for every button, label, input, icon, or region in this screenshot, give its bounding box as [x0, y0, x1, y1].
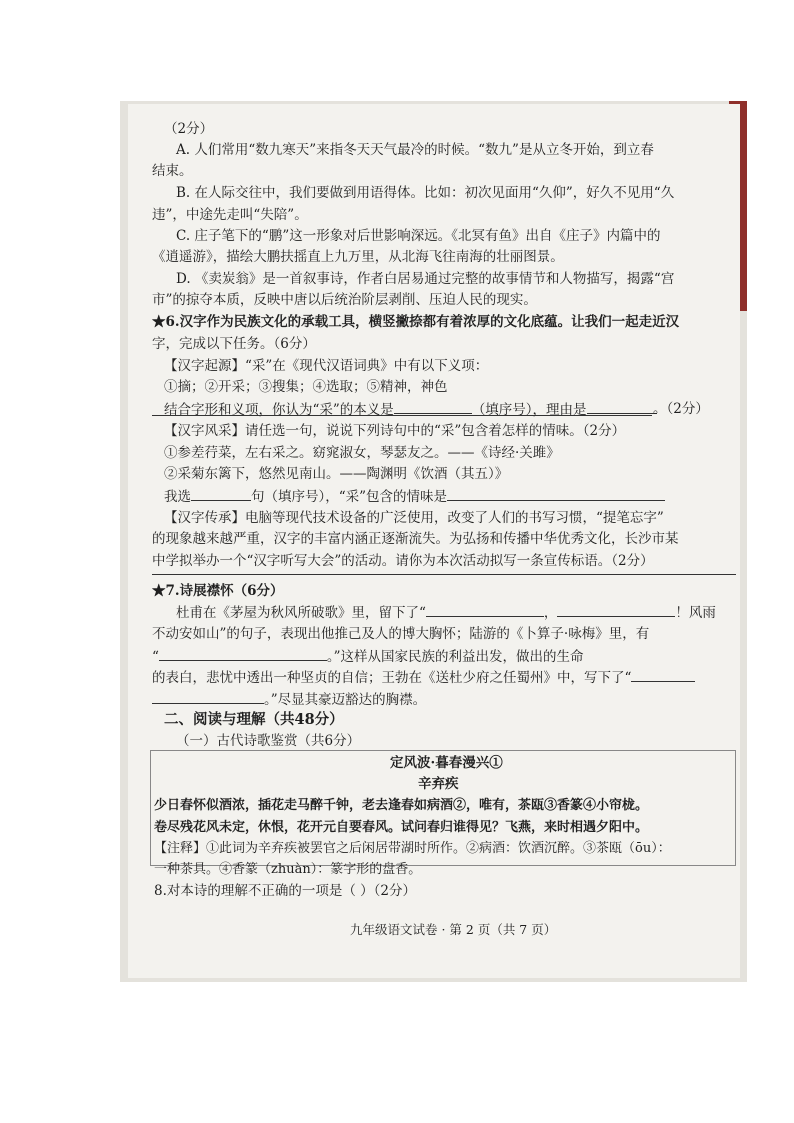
- answer-blank-wangbo-1[interactable]: [631, 666, 695, 682]
- q7-line1-text: 杜甫在《茅屋为秋风所破歌》里，留下了“: [176, 605, 426, 621]
- option-c-line2: 《逍遥游》，描绘大鹏扶摇直上九万里，从北海飞往南海的壮丽图景。: [152, 249, 564, 265]
- q7-line5: [152, 688, 426, 711]
- section-2-heading: 二、阅读与理解（共48分）: [164, 711, 344, 728]
- q7-line1: [176, 601, 716, 624]
- question-6-line2: 字，完成以下任务。（6分）: [152, 336, 316, 352]
- question-8: 8.对本诗的理解不正确的一项是（ ）（2分）: [154, 883, 417, 899]
- poem-line-2: 卷尽残花风未定，休恨，花开元自要春风。试问春归谁得见？飞燕，来时相遇夕阳中。: [154, 820, 649, 835]
- poem-line-1: 少日春怀似酒浓，插花走马醉千钟，老去逢春如病酒②，唯有，茶瓯③香篆④小帘栊。: [154, 798, 649, 813]
- original-meaning-row: [164, 398, 657, 421]
- option-a-line1: A. 人们常用“数九寒天”来指冬天天气最冷的时候。“数九”是从立冬开始，到立春: [176, 142, 654, 158]
- q7-line3-text: 。”这样从国家民族的利益出发，做出的生命: [326, 649, 584, 665]
- feeling-prompt: 句（填序号），“采”包含的情味是: [251, 489, 448, 505]
- answer-blank-feeling[interactable]: [447, 485, 665, 501]
- poem-notes-line2: 一种茶具。④香篆（zhuàn）：篆字形的盘香。: [154, 862, 422, 877]
- poem-title: 定风波·暮春漫兴①: [390, 755, 503, 771]
- section-2-1-heading: （一）古代诗歌鉴赏（共6分）: [176, 733, 361, 749]
- option-c-line1: C. 庄子笔下的“鹏”这一形象对后世影响深远。《北冥有鱼》出自《庄子》内篇中的: [176, 228, 661, 244]
- choose-row: [164, 485, 665, 508]
- answer-line-slogan[interactable]: [152, 574, 736, 575]
- q7-open-quote: “: [152, 649, 159, 665]
- answer-line-reason[interactable]: [152, 415, 652, 416]
- option-a-line2: 结束。: [152, 163, 193, 179]
- page-footer: 九年级语文试卷 · 第 2 页（共 7 页）: [350, 922, 557, 937]
- poem-option-2: ②采菊东篱下，悠然见南山。——陶渊明《饮酒（其五）》: [164, 466, 509, 482]
- answer-blank-reason[interactable]: [587, 398, 657, 414]
- original-meaning-prompt: 结合字形和义项，你认为“采”的本义是: [164, 402, 394, 418]
- hanzi-heritage-line3: 中学拟举办一个“汉字听写大会”的活动。请你为本次活动拟写一条宣传标语。（2分）: [152, 553, 654, 569]
- hanzi-heritage-line1: 【汉字传承】电脑等现代技术设备的广泛使用，改变了人们的书写习惯，“提笔忘字”: [164, 510, 664, 526]
- option-d-line2: 市”的掠夺本质，反映中唐以后统治阶层剥削、压迫人民的现实。: [152, 292, 537, 308]
- q7-line4: [152, 666, 695, 689]
- reason-points: 。（2分）: [653, 401, 709, 417]
- answer-blank-choice[interactable]: [191, 485, 251, 501]
- q7-line4-text: 的表白，悲忧中透出一种坚贞的自信；王勃在《送杜少府之任蜀州》中，写下了“: [152, 670, 632, 686]
- answer-blank-wangbo-2[interactable]: [152, 688, 264, 704]
- poem-option-1: ①参差荇菜，左右采之。窈窕淑女，琴瑟友之。——《诗经·关雎》: [164, 445, 560, 461]
- q7-line2: 不动安如山”的句子，表现出他推己及人的博大胸怀；陆游的《卜算子·咏梅》里，有: [152, 626, 650, 642]
- choose-prompt: 我选: [164, 489, 191, 505]
- points-label: （2分）: [164, 121, 214, 137]
- hanzi-style-prompt: 【汉字风采】请任选一句，说说下列诗句中的“采”包含着怎样的情味。（2分）: [164, 423, 626, 439]
- q7-line5-text: 。”尽显其豪迈豁达的胸襟。: [264, 692, 427, 708]
- option-b-line1: B. 在人际交往中，我们要做到用语得体。比如：初次见面用“久仰”，好久不见用“久: [176, 185, 675, 201]
- answer-blank-luyou[interactable]: [159, 645, 327, 661]
- reason-prompt: （填序号），理由是: [471, 402, 587, 418]
- option-b-line2: 违”，中途先走叫“失陪”。: [152, 207, 308, 223]
- q7-comma: ，: [543, 605, 558, 621]
- hanzi-heritage-line2: 的现象越来越严重，汉字的丰富内涵正逐渐流失。为弘扬和传播中华优秀文化，长沙市某: [152, 531, 679, 547]
- question-7-title: ★7.诗展襟怀（6分）: [152, 583, 284, 599]
- poem-author: 辛弃疾: [418, 776, 459, 792]
- answer-blank-dufu-2[interactable]: [557, 601, 675, 617]
- answer-blank-dufu-1[interactable]: [426, 601, 544, 617]
- q7-line3: [152, 645, 584, 668]
- hanzi-meanings: ①摘；②开采；③搜集；④选取；⑤精神，神色: [164, 379, 448, 395]
- hanzi-origin-prompt: 【汉字起源】“采”在《现代汉语词典》中有以下义项：: [164, 358, 489, 374]
- option-d-line1: D. 《卖炭翁》是一首叙事诗，作者白居易通过完整的故事情节和人物描写，揭露“宫: [176, 271, 675, 287]
- answer-blank-number[interactable]: [394, 398, 472, 414]
- question-6-line1: ★6.汉字作为民族文化的承载工具，横竖撇捺都有着浓厚的文化底蕴。让我们一起走近汉: [152, 314, 680, 330]
- exam-page: [128, 104, 740, 978]
- q7-line1-end: ！风雨: [675, 605, 716, 621]
- poem-notes-line1: 【注释】①此词为辛弃疾被罢官之后闲居带湖时所作。②病酒：饮酒沉醉。③茶瓯（ōu）：: [154, 841, 671, 856]
